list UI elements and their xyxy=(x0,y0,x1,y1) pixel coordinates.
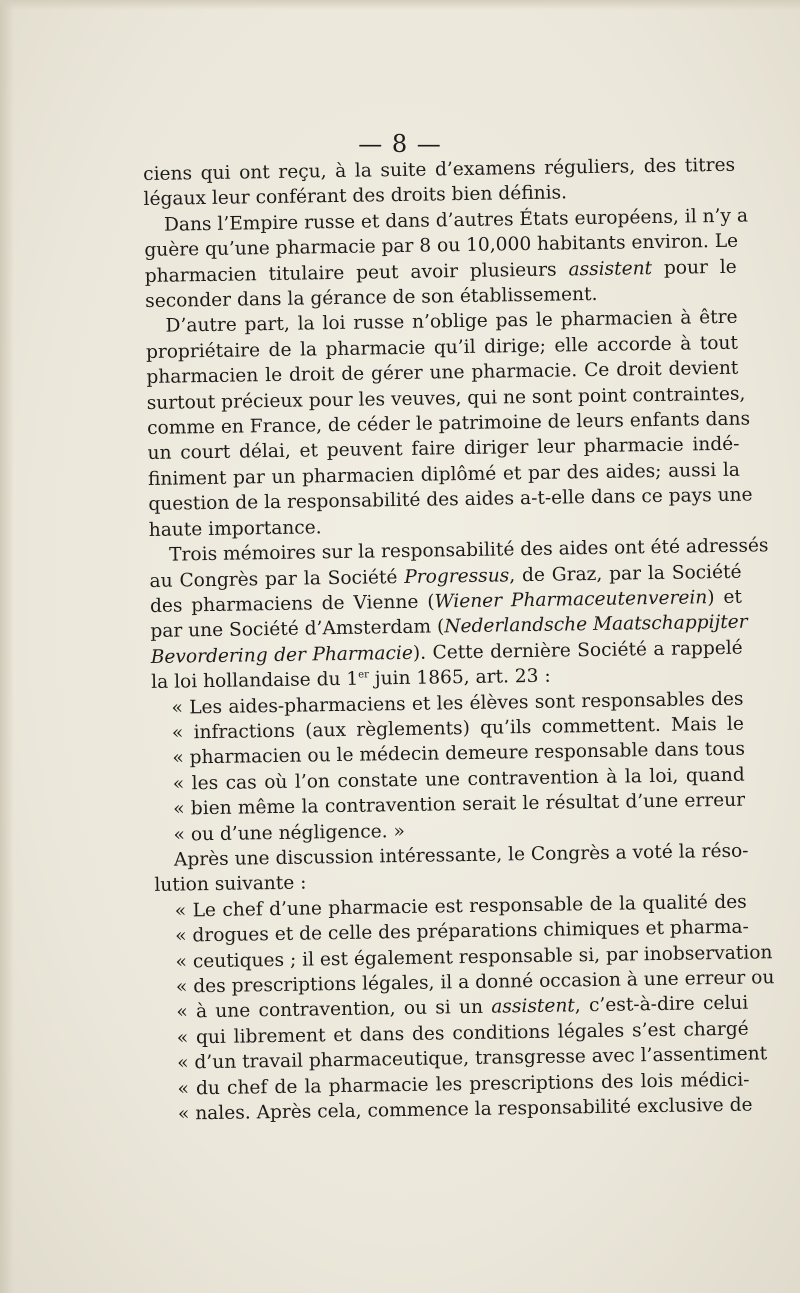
superscript: er xyxy=(358,669,369,681)
page-left-shadow xyxy=(0,0,14,1293)
text-line: Bevordering der Pharmacie). Cette dernière Société a rappelé xyxy=(150,637,743,668)
body-text xyxy=(143,153,775,1128)
italic-term: Bevordering der Pharmacie xyxy=(150,642,414,668)
text-line: « d’un travail pharmaceutique, transgresse avec l’assentiment xyxy=(176,1043,768,1074)
text-line: « des prescriptions légales, il a donné occasion à une erreur ou xyxy=(175,967,775,998)
text-line: au Congrès par la Société Progressus, de Graz, par la Société xyxy=(149,561,742,592)
text-line: « pharmacien ou le médecin demeure responsable dans tous xyxy=(172,738,746,769)
italic-term: assistent xyxy=(568,257,653,280)
text-line: D’autre part, la loi russe n’oblige pas le pharmacien à être xyxy=(165,307,738,338)
text-line: « Les aides-pharmaciens et les élèves sont responsables des xyxy=(171,688,744,719)
text-line: surtout précieux pour les veuves, qui ne sont point contraintes, xyxy=(146,383,746,414)
italic-term: Progressus xyxy=(404,564,510,588)
text-line: « du chef de la pharmacie les prescriptions des lois médici- xyxy=(177,1069,750,1100)
text-line: pharmacien titulaire peut avoir plusieurs assistent pour le xyxy=(144,256,737,287)
text-line: Après une discussion intéressante, le Congrès a voté la réso- xyxy=(173,840,749,871)
page-top-shadow xyxy=(0,0,800,10)
text-line: « Le chef d’une pharmacie est responsable de la qualité des xyxy=(174,891,747,922)
text-line: finiment par un pharmacien diplômé et par des aides; aussi la xyxy=(147,459,741,490)
text-line: ciens qui ont reçu, à la suite d’examens réguliers, des titres xyxy=(143,154,736,185)
text-line: pharmacien le droit de gérer une pharmacie. Ce droit devient xyxy=(146,357,739,389)
text-line: légaux leur conférant des droits bien définis. xyxy=(143,182,568,211)
italic-term: Nederlandsche Maatschappijter xyxy=(444,611,748,638)
italic-term: Wiener Pharmaceutenverein xyxy=(434,587,708,613)
text-line: question de la responsabilité des aides a-t-elle dans ce pays une xyxy=(148,484,753,516)
text-line: « drogues et de celle des préparations chimiques et pharma- xyxy=(175,916,749,947)
text-line: « à une contravention, ou si un assistent, c’est-à-dire celui xyxy=(176,993,749,1023)
text-line: « infractions (aux règlements) qu’ils commettent. Mais le xyxy=(171,713,745,744)
text-line: comme en France, de céder le patrimoine de leurs enfants dans xyxy=(147,408,751,440)
text-line: un court délai, et peuvent faire diriger leur pharmacie indé- xyxy=(147,434,740,465)
text-line: seconder dans la gérance de son établissement. xyxy=(145,283,598,313)
text-line: « les cas où l’on constate une contravention à la loi, quand xyxy=(172,764,745,795)
text-line: « qui librement et dans des conditions légales s’est chargé xyxy=(176,1018,749,1049)
text-line: haute importance. xyxy=(148,516,322,541)
text-line: « ou d’une négligence. » xyxy=(173,820,406,846)
text-line: par une Société d’Amsterdam (Nederlandsche Maatschappijter xyxy=(150,611,748,643)
text-line: « nales. Après cela, commence la responsabilité exclusive de xyxy=(177,1094,753,1125)
text-line: propriétaire de la pharmacie qu’il dirige; elle accorde à tout xyxy=(145,332,739,363)
text-line: Dans l’Empire russe et dans d’autres États européens, il n’y a xyxy=(163,205,749,236)
text-line: Trois mémoires sur la responsabilité des aides ont été adressés xyxy=(169,535,769,566)
text-line: des pharmaciens de Vienne (Wiener Pharmaceutenverein) et xyxy=(149,586,743,617)
text-line: lution suivante : xyxy=(154,872,307,897)
text-line: « bien même la contravention serait le résultat d’une erreur xyxy=(173,789,746,820)
italic-term: assistent xyxy=(491,995,575,1019)
text-line: guère qu’une pharmacie par 8 ou 10,000 habitants environ. Le xyxy=(144,230,739,262)
page-number: — 8 — xyxy=(358,130,442,158)
text-line: « ceutiques ; il est également responsable si, par inobservation xyxy=(175,941,773,973)
text-line: la loi hollandaise du 1er juin 1865, art. 23 : xyxy=(151,665,551,694)
